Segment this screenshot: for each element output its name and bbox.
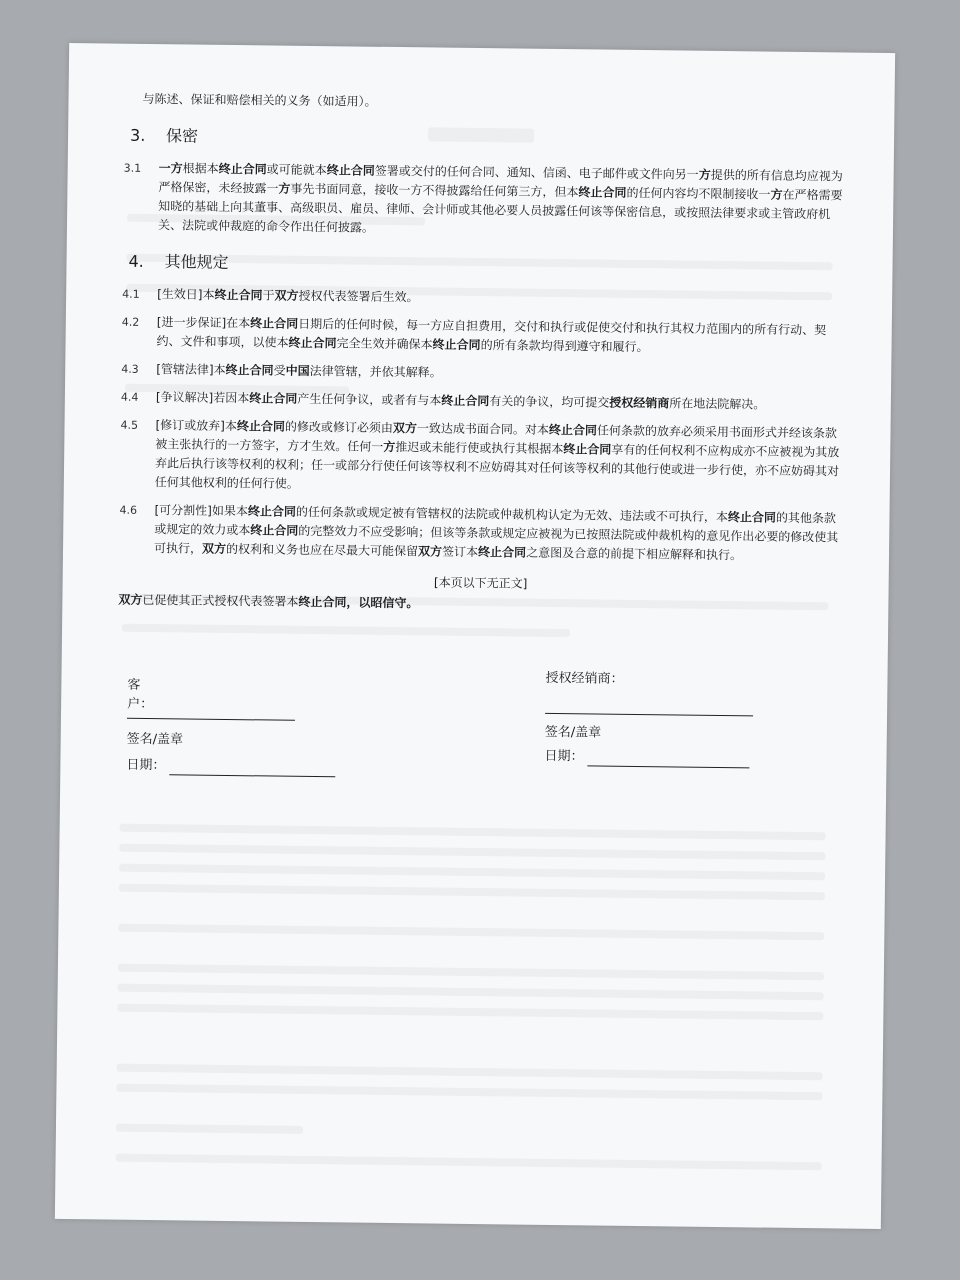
clause-text [155,416,845,500]
text-segment: [生效日]本 [157,287,215,302]
text-segment: 的任何条款或规定被有管辖权的法院或仲裁机构认定为无效、违法或不可执行，本 [295,504,728,525]
clause-text [157,285,846,312]
text-segment: [可分割性]如果本 [154,503,248,519]
text-segment: 推迟或未能行使或执行其根据本 [395,440,564,457]
bold-term: 终止合同 [214,287,263,303]
text-segment: 一致达成书面合同。对本 [416,421,550,437]
bold-term: 双方 [118,592,143,607]
clause [121,360,845,388]
text-segment: [修订或放弃]本 [155,418,238,434]
text-segment: [进一步保证]在本 [156,315,251,331]
dealer-sign-label: 签名/盖章 [544,724,602,741]
section-heading [124,125,848,156]
bold-term: 终止合同 [563,442,612,457]
text-segment: 之意图及合意的前提下相应解释和执行。 [526,545,743,563]
bold-term: 终止合同 [218,161,267,177]
dealer-name-line[interactable] [545,699,753,717]
text-segment: 签订本 [442,544,479,560]
clause-number: 3.1 [123,161,142,175]
document-body [116,90,849,823]
text-segment: 提供的所有信息均应视为严格保密，未经披露一 [158,167,843,196]
clause-number: 4.5 [120,418,139,432]
clause-number: 4.6 [119,503,138,517]
text-segment: 受 [273,363,286,378]
bold-term: 双方 [392,420,418,436]
clause-text [156,388,845,415]
bold-term: 双方 [417,544,443,559]
customer-name-line[interactable] [127,704,295,721]
text-segment: [管辖法律]本 [156,362,226,377]
clause-text [154,501,844,566]
clause-number: 4.4 [120,390,139,404]
text-segment: 已促使其正式授权代表签署本 [142,592,299,609]
bold-term: 方 [383,439,396,455]
bold-term: 终止合同 [478,545,527,560]
customer-sign-label: 签名/盖章 [126,731,184,748]
bold-term: 方 [698,167,711,182]
bold-term: 方 [770,187,783,202]
section-title: 保密 [165,126,199,146]
text-segment: 签署或交付的任何合同、通知、信函、电子邮件或文件向另一 [374,163,699,182]
bold-term: 终止合同 [249,391,298,406]
bold-term: 终止合同 [225,362,274,378]
bold-term: 终止合同 [441,393,490,409]
clause-number: 4.3 [121,362,139,376]
customer-date-line[interactable] [169,760,335,777]
bold-term: 方 [278,181,291,196]
page-end-note: [本页以下无正文] [433,575,528,591]
bold-term: 终止合同 [236,419,286,434]
dealer-label: 授权经销商： [545,670,624,687]
bold-term: 终止合同 [548,422,598,438]
clause-text [156,360,845,387]
customer-date-label: 日期： [126,757,166,774]
bold-term: 终止合同 [432,337,481,353]
text-segment: 任何条款的放弃必须采用书面形式并经该条款被主张执行的一方签字，方才生效。任何一 [155,423,838,454]
customer-label: 客户： [127,677,154,713]
text-segment: 法律管辖，并依其解释。 [309,363,442,380]
dealer-date-label: 日期： [544,748,584,765]
clause [123,159,848,244]
text-segment: 完全生效并确保本 [336,336,433,352]
bold-term: ，以昭信守。 [346,595,419,611]
bold-term: 终止合同 [578,185,627,200]
text-segment: 根据本 [182,161,219,176]
text-segment: 的修改或修订必须由 [284,419,394,435]
signature-area [116,664,842,823]
document-page [55,43,895,1229]
section-number: 4. [128,251,144,271]
section-number: 3. [129,125,146,145]
bold-term: 一方 [158,161,183,176]
bold-term: 中国 [285,363,310,378]
text-segment: 在严格需要知晓的基础上向其董事、高级职员、雇员、律师、会计师或其他必要人员披露任何该等保密信息，或按照法律要求或主管政府机关、法院或仲裁庭的命令作出任何披露。 [157,187,843,235]
bold-term: 双方 [274,288,299,303]
text-segment: 的其他条款或规定的效力或本 [154,510,836,538]
clause [121,313,845,360]
bold-term: 终止合同 [326,163,375,178]
text-segment: 或可能就本 [266,162,327,178]
text-segment: 享有的任何权利不应构成亦不应被视为其放弃此后执行该等权利的权利；任一或部分行使任何该等权利不应妨碍其对任何该等权利的其他行使或进一步行使，亦不应妨碍其对任何其他权利的任何行使。 [154,442,840,491]
sections [119,125,848,567]
clause [120,416,845,501]
text-segment: 的权利和义务也应在尽最大可能保留 [225,541,419,559]
intro-line: 与陈述、保证和赔偿相关的义务（如适用）。 [142,91,377,109]
bold-term: 终止合同 [298,594,347,610]
bold-term: 双方 [201,541,227,556]
dealer-date-line[interactable] [588,751,750,768]
clause [122,285,846,313]
bold-term: 终止合同 [288,335,337,351]
clause-number: 4.2 [121,315,140,329]
text-segment: 日期后的任何时候，每一方应自担费用，交付和执行或促使交付和执行其权力范围内的所有行动、契约、文件和事项，以使本 [156,316,827,350]
text-segment: 的完整效力不应受影响；但该等条款或规定应被视为已按照法院或仲裁机构的意见作出必要的修改使其可执行， [153,523,839,556]
bold-term: 终止合同 [250,316,299,331]
text-segment: 所在地法院解决。 [669,396,766,412]
text-segment: 事先书面同意，接收一方不得披露给任何第三方，但本 [290,181,579,200]
text-segment: 有关的争议，均可提交 [489,394,610,410]
text-segment: 于 [262,288,275,303]
clause-text [156,313,845,359]
bold-term: 终止合同 [250,523,299,538]
text-segment: 的所有条款均得到遵守和履行。 [480,338,649,355]
section-heading [122,251,846,282]
section-title: 其他规定 [164,252,229,272]
clause-number: 4.1 [122,287,140,301]
section [123,125,848,244]
text-segment: 授权代表签署后生效。 [298,288,419,305]
clause [121,388,845,416]
text-segment: 产生任何争议，或者有与本 [297,391,442,408]
section [119,251,847,567]
bold-term: 终止合同 [247,504,296,519]
text-segment: 的任何内容均不限制接收一 [626,185,771,202]
text-segment: [争议解决]若因本 [155,390,250,406]
clause [119,501,844,567]
clause-text [158,159,848,243]
bold-term: 授权经销商 [609,395,670,411]
bold-term: 终止合同 [727,510,776,525]
